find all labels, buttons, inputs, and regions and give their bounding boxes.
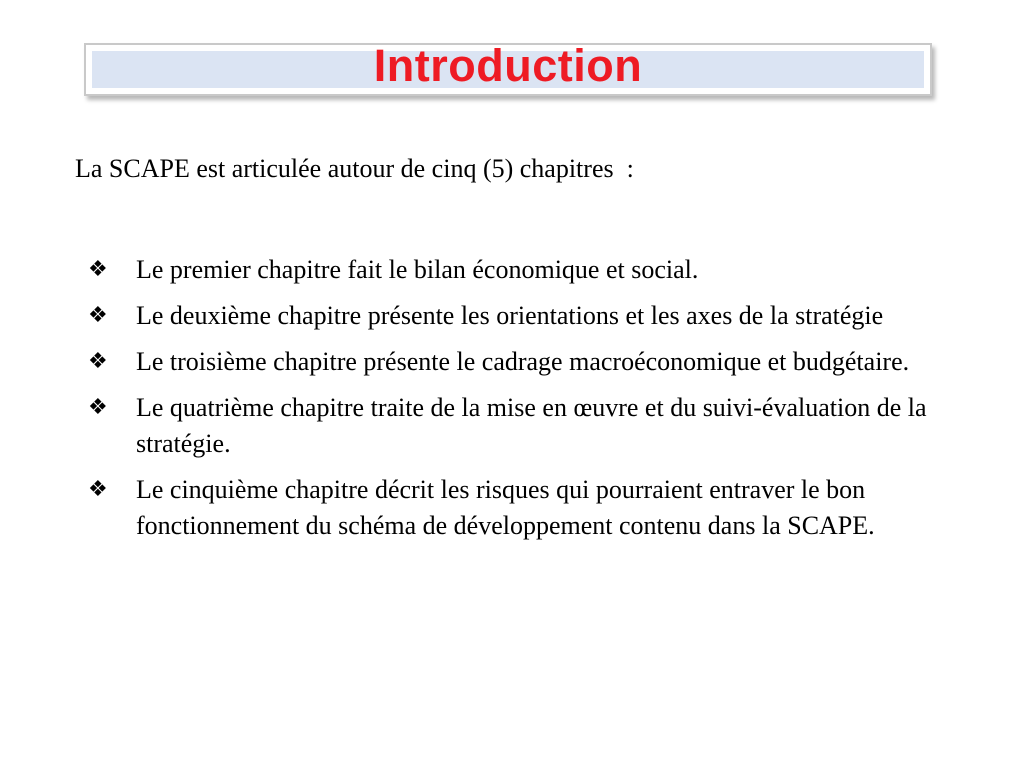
four-diamond-bullet-icon: ❖ bbox=[88, 395, 108, 420]
four-diamond-bullet-icon: ❖ bbox=[88, 477, 108, 502]
chapter-list bbox=[88, 252, 968, 554]
four-diamond-bullet-icon: ❖ bbox=[88, 349, 108, 374]
four-diamond-bullet-icon: ❖ bbox=[88, 303, 108, 328]
list-item bbox=[88, 344, 968, 380]
list-item-text: Le cinquième chapitre décrit les risques qui pourraient entraver le bon fonctionnement du schéma de développement contenu dans la SCAPE. bbox=[136, 475, 875, 540]
intro-text: La SCAPE est articulée autour de cinq (5) chapitres : bbox=[75, 154, 634, 183]
list-item bbox=[88, 252, 968, 288]
list-item-text: Le premier chapitre fait le bilan économique et social. bbox=[136, 255, 699, 284]
list-item-text: Le deuxième chapitre présente les orientations et les axes de la stratégie bbox=[136, 301, 884, 330]
four-diamond-bullet-icon: ❖ bbox=[88, 257, 108, 282]
slide-title: Introduction bbox=[373, 40, 643, 91]
title-frame bbox=[84, 40, 932, 96]
list-item-text: Le quatrième chapitre traite de la mise en œuvre et du suivi-évaluation de la stratégie. bbox=[136, 393, 927, 458]
list-item-text: Le troisième chapitre présente le cadrage macroéconomique et budgétaire. bbox=[136, 347, 910, 376]
title-band bbox=[92, 40, 924, 91]
list-item bbox=[88, 472, 968, 544]
list-item bbox=[88, 298, 968, 334]
list-item bbox=[88, 390, 968, 462]
